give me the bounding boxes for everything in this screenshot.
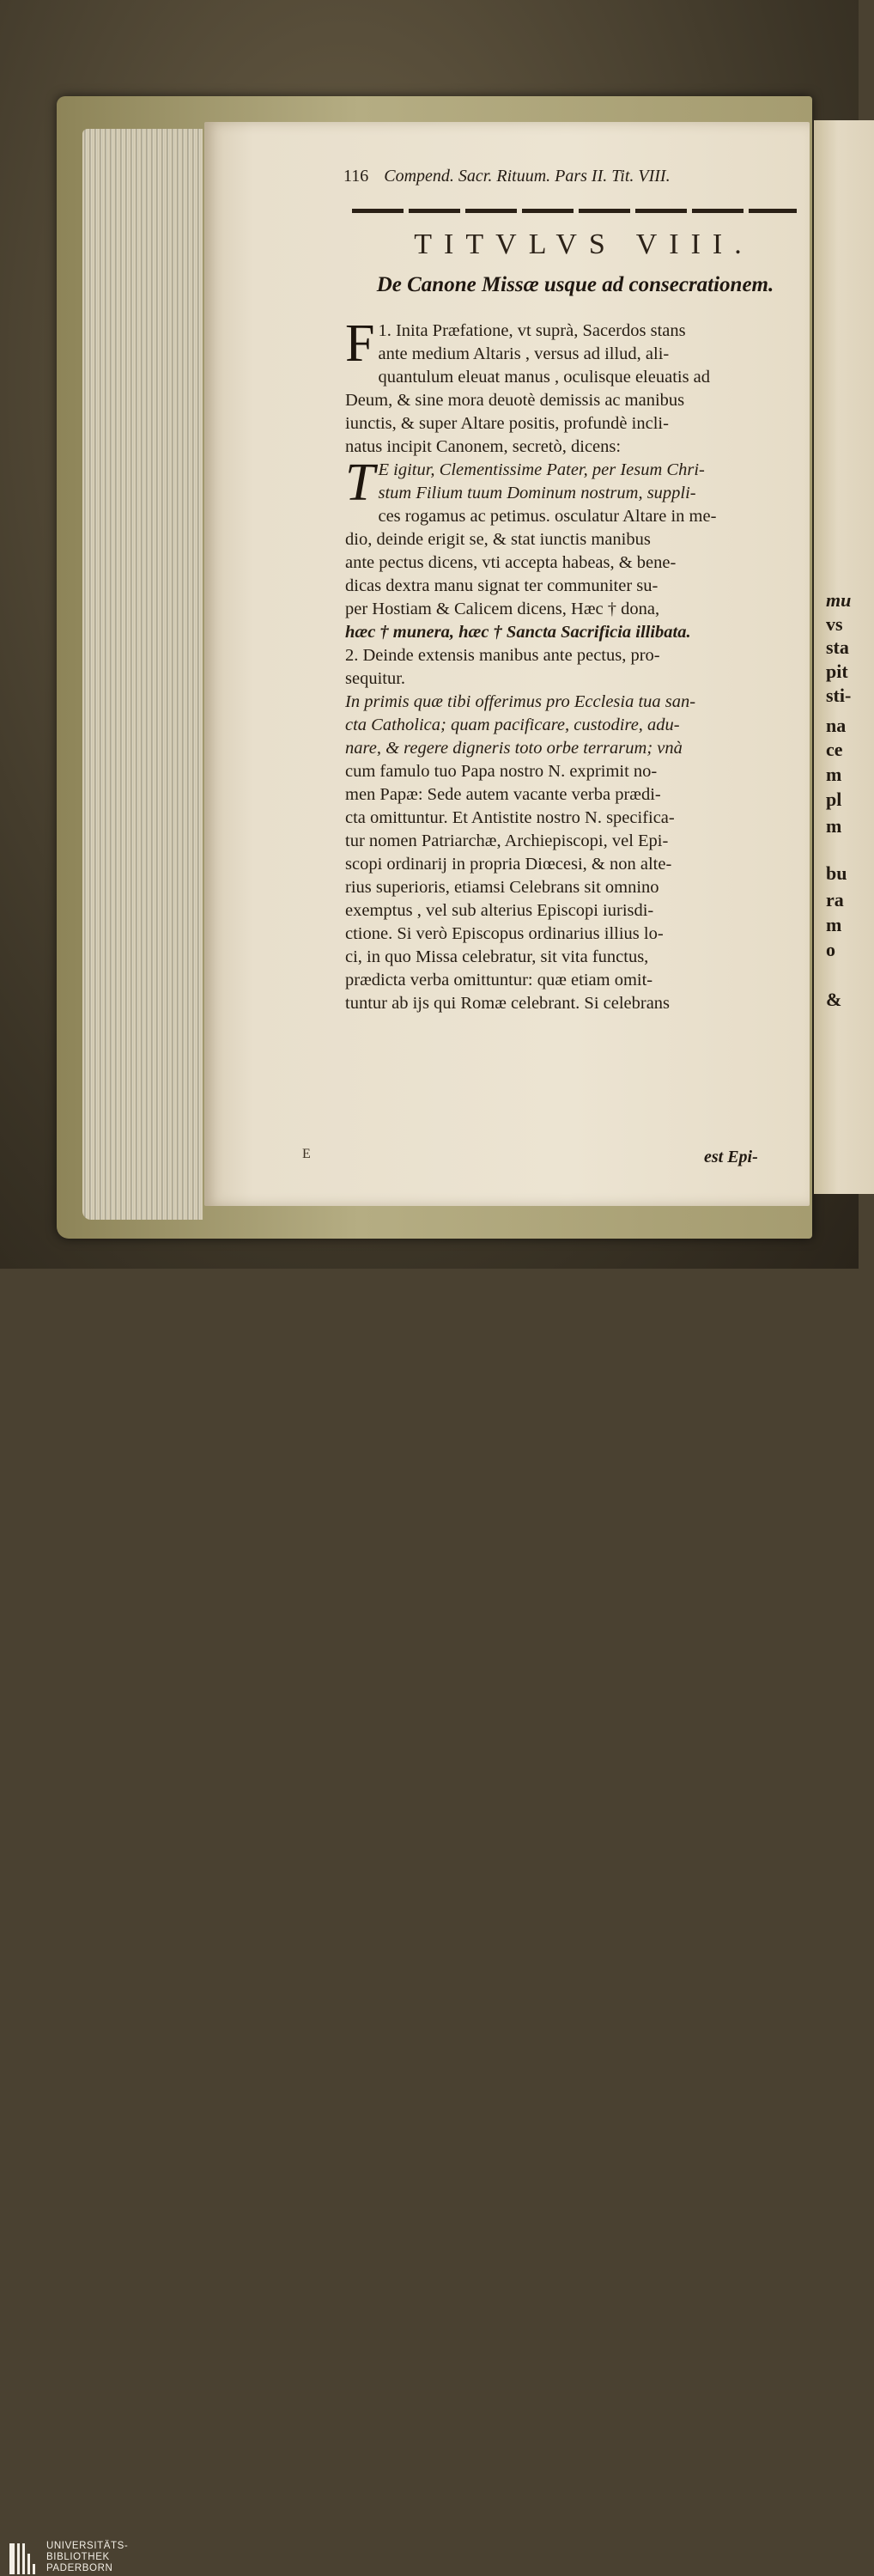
text-line: 2. Deinde extensis manibus ante pectus, pro-	[345, 646, 660, 665]
facing-page-fragment: pit	[826, 661, 848, 682]
text-line: stum Filium tuum Dominum nostrum, suppli-	[378, 484, 696, 502]
body-text	[345, 314, 804, 1015]
library-logo-icon	[9, 2542, 39, 2576]
page-number: 116	[343, 167, 369, 186]
text-line: ctione. Si verò Episcopus ordinarius illius lo-	[345, 924, 664, 943]
page-title: TITVLVS VIII.	[414, 228, 754, 260]
text-line: Deum, & sine mora deuotè demissis ac manibus	[345, 391, 685, 410]
text-line: per Hostiam & Calicem dicens, Hæc † dona,	[345, 600, 660, 618]
text-line: cta omittuntur. Et Antistite nostro N. specifica-	[345, 808, 675, 827]
paragraph-number: 1.	[378, 321, 391, 340]
facing-page-fragment: na	[826, 715, 847, 736]
text-line: tur nomen Patriarchæ, Archiepiscopi, vel Epi-	[345, 831, 669, 850]
drop-capital: F	[345, 314, 375, 373]
facing-page-fragment: mu	[826, 589, 852, 611]
text-line: exemptus , vel sub alterius Episcopi iurisdi-	[345, 901, 654, 920]
drop-capital: T	[345, 454, 375, 512]
text-line: cta Catholica; quam pacificare, custodire, adu-	[345, 716, 680, 734]
page-subtitle: De Canone Missæ usque ad consecrationem.	[376, 273, 774, 296]
text-line: ante pectus dicens, vti accepta habeas, & bene-	[345, 553, 677, 572]
facing-page-fragment: ra	[826, 889, 844, 910]
header-rule	[352, 209, 797, 213]
text-line: ante medium Altaris , versus ad illud, ali-	[378, 344, 670, 363]
text-line: quantulum eleuat manus , oculisque eleuatis ad	[378, 368, 711, 387]
facing-page-fragment: m	[826, 914, 842, 935]
facing-page-fragment: sta	[826, 636, 849, 658]
facing-page-fragment: o	[826, 939, 835, 960]
text-line: dio, deinde erigit se, & stat iunctis manibus	[345, 530, 651, 549]
running-title: Compend. Sacr. Rituum. Pars II. Tit. VIII.	[384, 167, 671, 186]
text-line: men Papæ: Sede autem vacante verba prædi-	[345, 785, 661, 804]
facing-page-fragment: pl	[826, 789, 842, 810]
text-line: In primis quæ tibi offerimus pro Ecclesia tua san-	[345, 692, 696, 711]
page-edges	[82, 129, 203, 1220]
text-line: sequitur.	[345, 669, 406, 688]
facing-page-fragment: &	[826, 989, 842, 1010]
facing-page-fragment: vs	[826, 613, 843, 635]
facing-page-fragment: m	[826, 764, 842, 785]
text-line: scopi ordinarij in propria Diœcesi, & non alte-	[345, 855, 672, 874]
text-line: natus incipit Canonem, secretò, dicens:	[345, 437, 622, 456]
text-line: prædicta verba omittuntur: quæ etiam omit-	[345, 971, 653, 990]
facing-page-fragment: sti-	[826, 685, 852, 706]
text-line: T E igitur, Clementissime Pater, per Iesum Chri-	[345, 454, 705, 512]
catchword: est Epi-	[704, 1148, 758, 1166]
footer-bar	[0, 1269, 859, 2573]
facing-page-fragment: bu	[826, 862, 847, 884]
signature-mark: E	[302, 1147, 311, 1161]
text-line: nare, & regere digneris toto orbe terrarum; vnà	[345, 739, 683, 758]
text-line: tuntur ab ijs qui Romæ celebrant. Si celebrans	[345, 994, 671, 1013]
facing-page-fragment: m	[826, 815, 842, 837]
running-header	[343, 167, 798, 186]
text-line: hæc † munera, hæc † Sancta Sacrificia illibata.	[345, 623, 691, 642]
facing-page-fragment: ce	[826, 739, 843, 760]
text-line: iunctis, & super Altare positis, profundè incli-	[345, 414, 669, 433]
text-line: dicas dextra manu signat ter communiter su-	[345, 576, 659, 595]
text-line: cum famulo tuo Papa nostro N. exprimit no-	[345, 762, 658, 781]
scan-background	[0, 0, 859, 1269]
text-line: rius superioris, etiamsi Celebrans sit omnino	[345, 878, 659, 897]
text-line: ci, in quo Missa celebratur, sit vita functus,	[345, 947, 649, 966]
text-line: 1. F Inita Præfatione, vt suprà, Sacerdos stans	[345, 314, 686, 373]
text-line: ces rogamus ac petimus. osculatur Altare in me-	[378, 507, 717, 526]
library-name: UNIVERSITÄTS- BIBLIOTHEK PADERBORN	[46, 2541, 129, 2573]
